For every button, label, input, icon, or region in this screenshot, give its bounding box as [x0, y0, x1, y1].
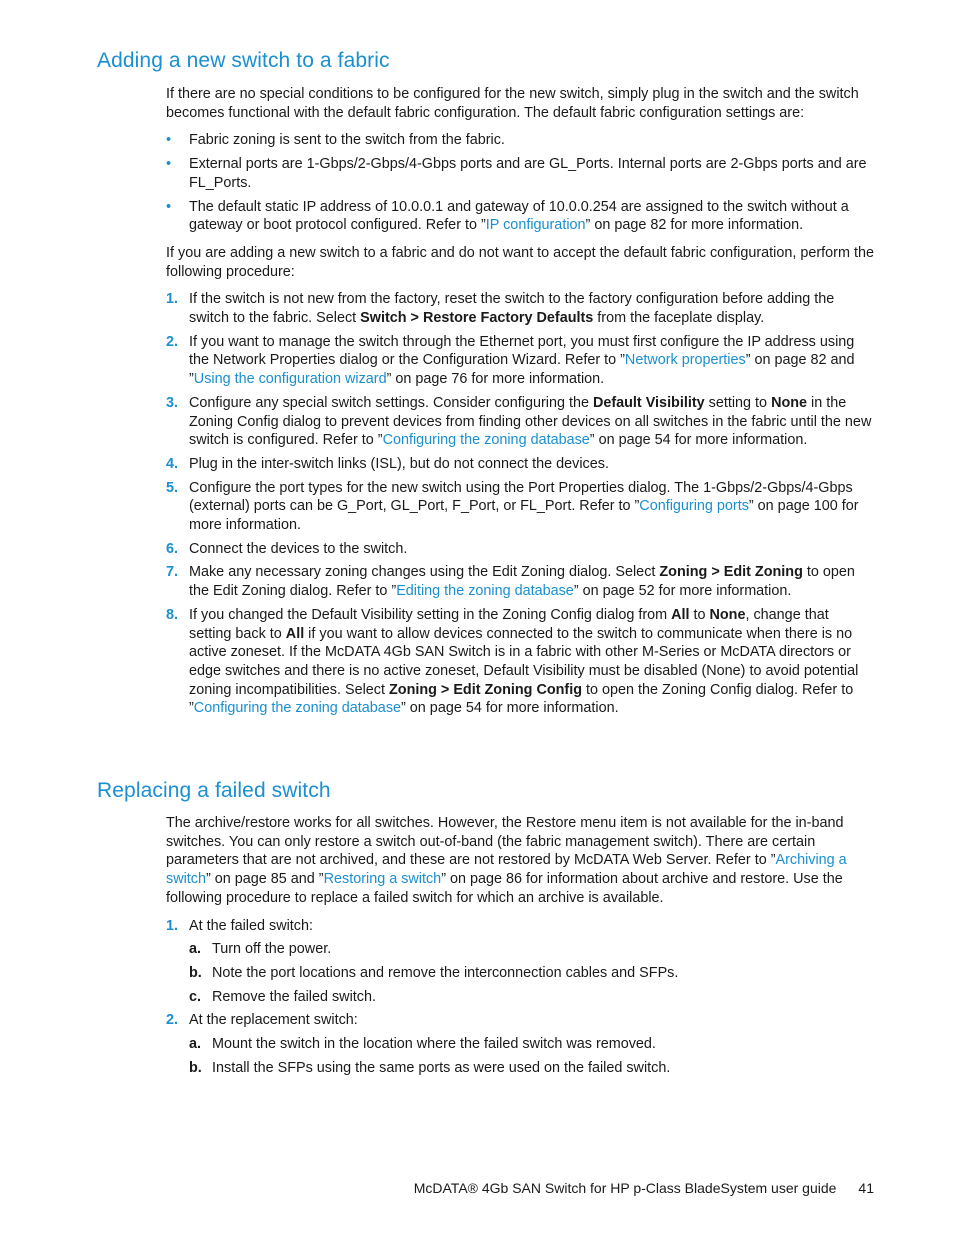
restoring-switch-link[interactable]: Restoring a switch: [323, 871, 442, 888]
emphasis: Default Visibility: [592, 394, 705, 411]
paragraph-text: ” on page 85 and ”: [205, 871, 324, 888]
step-text: setting to: [704, 394, 772, 411]
zoning-database-link[interactable]: Configuring the zoning database: [382, 432, 590, 449]
list-item-text: Fabric zoning is sent to the switch from the fabric.: [189, 132, 505, 149]
paragraph-text: The archive/restore works for all switches. However, the Restore menu item is not available for the in-band switches. You can only restore a switch out-of-band (the fabric management switch). There are certain parameters that are not archived, and these are not restored by McDATA Web Server. Refer to ”: [166, 815, 844, 869]
menu-path: Zoning > Edit Zoning: [659, 564, 803, 581]
substep-text: Install the SFPs using the same ports as were used on the failed switch.: [212, 1059, 671, 1076]
ip-configuration-link[interactable]: IP configuration: [485, 217, 586, 234]
list-item-text: The default static IP address of 10.0.0.1 and gateway of 10.0.0.254 are assigned to the switch without a gateway or boot protocol configured. Refer to ”: [189, 198, 849, 234]
step-item: [166, 1011, 874, 1077]
list-item-text: External ports are 1-Gbps/2-Gbps/4-Gbps ports and are GL_Ports. Internal ports are 2-Gbps ports and are FL_Ports.: [189, 156, 867, 191]
step-text: to: [689, 606, 710, 623]
step-text: ” on page 52 for more information.: [573, 583, 792, 600]
intro-paragraph: [166, 814, 874, 908]
step-item: [166, 540, 874, 559]
step-text: ” on page 76 for more information.: [386, 371, 605, 388]
step-number: 5.: [166, 479, 179, 496]
step-text: ” on page 82 and ”: [189, 352, 855, 388]
step-text: to open the Edit Zoning dialog. Refer to ”: [189, 564, 855, 600]
paragraph-text: ” on page 86 for information about archive and restore. Use the following procedure to replace a failed switch for which an archive is available.: [166, 871, 843, 906]
page-number: 41: [858, 1180, 874, 1196]
section-heading-adding-switch: Adding a new switch to a fabric: [97, 49, 390, 72]
step-number: 1.: [166, 917, 179, 934]
step-text: ” on page 100 for more information.: [189, 498, 859, 534]
substep-text: Note the port locations and remove the interconnection cables and SFPs.: [212, 964, 679, 981]
substep-text: Remove the failed switch.: [212, 988, 376, 1005]
step-text: to open the Zoning Config dialog. Refer to ”: [189, 681, 854, 717]
step-item: [166, 290, 874, 327]
section-adding-switch-body: [166, 85, 874, 718]
default-settings-list: [166, 131, 874, 235]
emphasis: All: [285, 625, 305, 642]
procedure-steps: [166, 290, 874, 718]
configuring-ports-link[interactable]: Configuring ports: [639, 498, 749, 515]
emphasis: None: [709, 606, 746, 623]
substep-text: Mount the switch in the location where the failed switch was removed.: [212, 1036, 656, 1053]
substep-letter: a.: [189, 1036, 202, 1053]
step-text: from the faceplate display.: [593, 310, 765, 327]
bullet-icon: •: [166, 156, 172, 173]
step-item: [166, 394, 874, 450]
step-text: If you want to manage the switch through the Ethernet port, you must first configure the IP address using the Network Properties dialog or the Configuration Wizard. Refer to ”: [189, 333, 855, 369]
step-number: 1.: [166, 291, 179, 308]
step-item: [166, 606, 874, 718]
section-replacing-switch-body: [166, 814, 874, 1077]
intro-paragraph: If there are no special conditions to be configured for the new switch, simply plug in the switch and the switch becomes functional with the default fabric configuration. The default fabric configuration settings are:: [166, 86, 859, 121]
step-number: 8.: [166, 606, 179, 623]
zoning-database-link[interactable]: Configuring the zoning database: [193, 700, 402, 717]
substep-item: [189, 988, 874, 1007]
step-text: Make any necessary zoning changes using the Edit Zoning dialog. Select: [189, 564, 660, 581]
configuration-wizard-link[interactable]: Using the configuration wizard: [193, 371, 387, 388]
menu-path: Zoning > Edit Zoning Config: [388, 681, 583, 698]
step-number: 6.: [166, 540, 179, 557]
network-properties-link[interactable]: Network properties: [624, 352, 746, 369]
bullet-icon: •: [166, 132, 172, 149]
section-heading-replacing-switch: Replacing a failed switch: [97, 779, 331, 802]
archiving-switch-link[interactable]: Archiving a switch: [166, 852, 847, 888]
substep-item: [189, 1059, 874, 1078]
step-number: 2.: [166, 1012, 179, 1029]
page-footer: [414, 1180, 874, 1196]
step-text: At the replacement switch:: [189, 1012, 358, 1029]
step-number: 3.: [166, 394, 179, 411]
footer-title: McDATA® 4Gb SAN Switch for HP p-Class BladeSystem user guide: [413, 1180, 837, 1196]
step-item: [166, 333, 874, 389]
substep-letter: c.: [189, 988, 202, 1005]
replacement-steps: [166, 917, 874, 1078]
step-text: Plug in the inter-switch links (ISL), but do not connect the devices.: [189, 455, 609, 472]
step-item: [166, 479, 874, 535]
step-text: , change that setting back to: [189, 606, 829, 642]
substep-letter: b.: [189, 964, 202, 981]
list-item: [166, 131, 874, 150]
bullet-icon: •: [166, 198, 172, 215]
menu-path: Switch > Restore Factory Defaults: [360, 310, 594, 327]
step-text: At the failed switch:: [189, 917, 313, 934]
procedure-intro: If you are adding a new switch to a fabric and do not want to accept the default fabric configuration, perform the following procedure:: [166, 244, 874, 280]
editing-zoning-link[interactable]: Editing the zoning database: [396, 583, 574, 600]
step-item: [166, 563, 874, 600]
list-item: [166, 155, 874, 192]
list-item: [166, 198, 874, 235]
step-number: 7.: [166, 564, 179, 581]
step-text: Connect the devices to the switch.: [189, 540, 408, 557]
step-item: [166, 917, 874, 1007]
substep-item: [189, 940, 874, 959]
substep-item: [189, 1035, 874, 1054]
substep-letter: b.: [189, 1059, 202, 1076]
step-text: If you changed the Default Visibility setting in the Zoning Config dialog from: [189, 606, 672, 623]
substep-text: Turn off the power.: [212, 941, 332, 958]
list-item-text: ” on page 82 for more information.: [585, 217, 804, 234]
step-number: 4.: [166, 455, 179, 472]
step-text: ” on page 54 for more information.: [401, 700, 619, 717]
step-text: Configure any special switch settings. Consider configuring the: [189, 394, 593, 411]
emphasis: None: [771, 394, 808, 411]
step-text: If the switch is not new from the factory, reset the switch to the factory configuration before adding the switch to the fabric. Select: [189, 291, 835, 327]
substep-item: [189, 964, 874, 983]
step-text: in the Zoning Config dialog to prevent devices from finding other devices on all switches in the fabric until the new switch is configured. Refer to ”: [189, 394, 872, 449]
step-number: 2.: [166, 333, 179, 350]
step-text: if you want to allow devices connected to the switch to communicate when there is no active zoneset. If the McDATA 4Gb SAN Switch is in a fabric with other M-Series or McDATA directors or edge switches and there is no active zoneset, Default Visibility must be disabled (None) to avoid potential zoning incompatibilities. Select: [189, 625, 859, 698]
step-text: Configure the port types for the new switch using the Port Properties dialog. The 1-Gbps/2-Gbps/4-Gbps (external) ports can be G_Port, GL_Port, F_Port, or FL_Port. Refer to ”: [189, 479, 853, 515]
emphasis: All: [671, 606, 690, 623]
step-item: [166, 455, 874, 474]
step-text: ” on page 54 for more information.: [589, 432, 808, 449]
substep-letter: a.: [189, 941, 202, 958]
